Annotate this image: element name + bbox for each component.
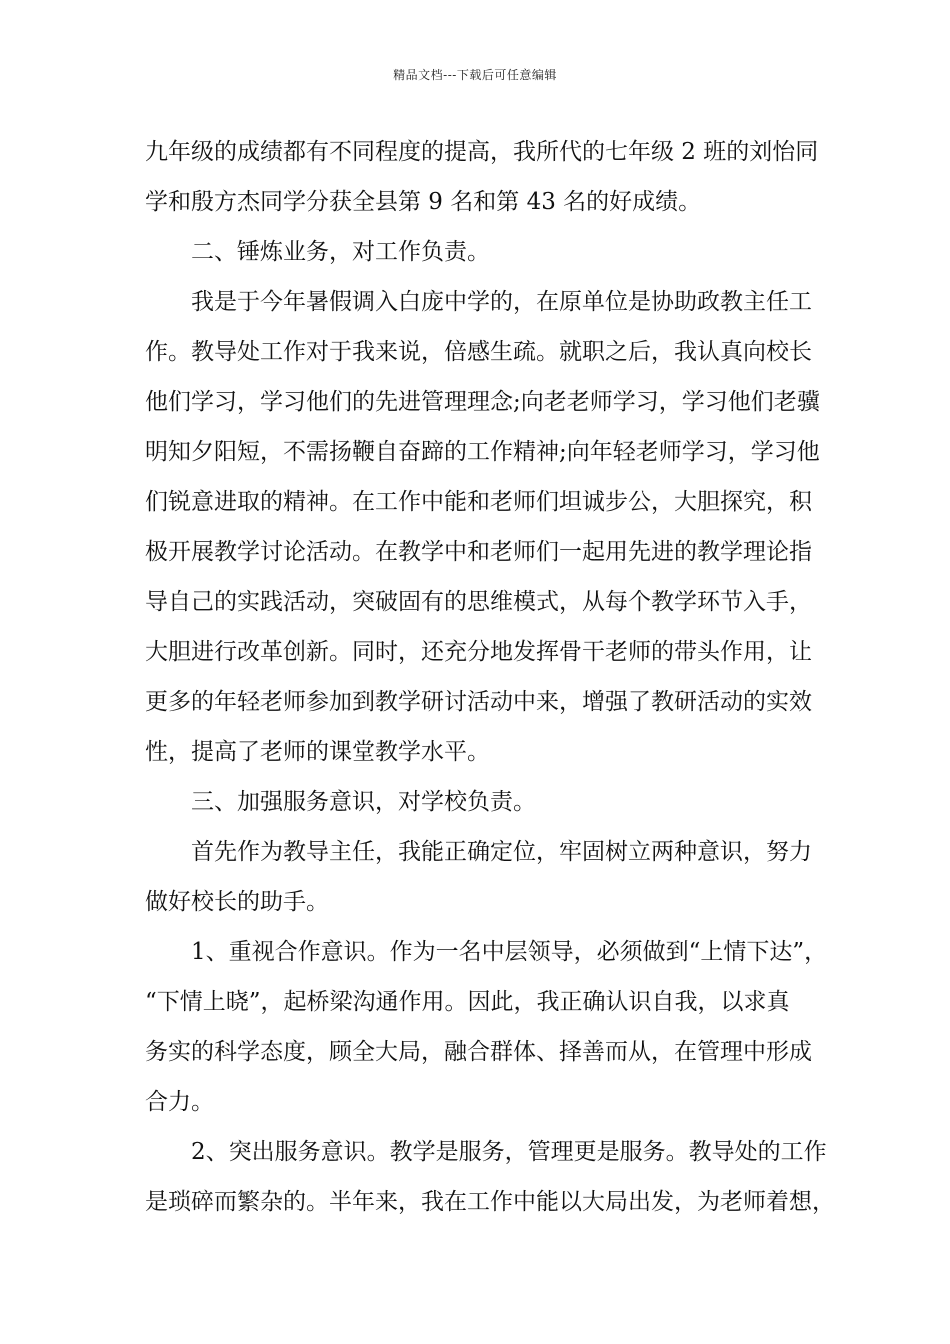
section-heading: 二、锤炼业务，对工作负责。 — [191, 239, 490, 265]
text-line: 2、突出服务意识。教学是服务，管理更是服务。教导处的工作 — [191, 1139, 827, 1165]
text-line: 务实的科学态度，顾全大局，融合群体、择善而从，在管理中形成 — [145, 1039, 812, 1065]
text-line: 大胆进行改革创新。同时，还充分地发挥骨干老师的带头作用，让 — [145, 639, 812, 665]
text-line: 是琐碎而繁杂的。半年来，我在工作中能以大局出发，为老师着想， — [145, 1189, 835, 1215]
document-body — [145, 127, 835, 1227]
text-line: 作。教导处工作对于我来说，倍感生疏。就职之后，我认真向校长 — [145, 339, 812, 365]
page-header: 精品文档---下载后可任意编辑 — [393, 68, 557, 82]
text-line: 导自己的实践活动，突破固有的思维模式，从每个教学环节入手， — [145, 589, 812, 615]
text-line: 九年级的成绩都有不同程度的提高，我所代的七年级 2 班的刘怡同 — [145, 139, 819, 165]
text-line: 我是于今年暑假调入白庞中学的，在原单位是协助政教主任工 — [191, 289, 812, 315]
text-line: 学和殷方杰同学分获全县第 9 名和第 43 名的好成绩。 — [145, 189, 702, 215]
text-line: 明知夕阳短，不需扬鞭自奋蹄的工作精神;向年轻老师学习，学习他 — [145, 439, 820, 465]
text-line: 合力。 — [145, 1089, 214, 1115]
section-heading: 三、加强服务意识，对学校负责。 — [191, 789, 536, 815]
text-line: 极开展教学讨论活动。在教学中和老师们一起用先进的教学理论指 — [145, 539, 812, 565]
text-line: 性，提高了老师的课堂教学水平。 — [145, 739, 490, 765]
text-line: 1、重视合作意识。作为一名中层领导，必须做到“上情下达”， — [191, 939, 828, 965]
text-line: 做好校长的助手。 — [145, 889, 329, 915]
text-line: “下情上晓”，起桥梁沟通作用。因此，我正确认识自我，以求真 — [145, 989, 790, 1015]
text-line: 他们学习，学习他们的先进管理理念;向老老师学习，学习他们老骥 — [145, 389, 820, 415]
text-line: 首先作为教导主任，我能正确定位，牢固树立两种意识，努力 — [191, 839, 812, 865]
text-line: 更多的年轻老师参加到教学研讨活动中来，增强了教研活动的实效 — [145, 689, 812, 715]
text-line: 们锐意进取的精神。在工作中能和老师们坦诚步公，大胆探究，积 — [145, 489, 812, 515]
